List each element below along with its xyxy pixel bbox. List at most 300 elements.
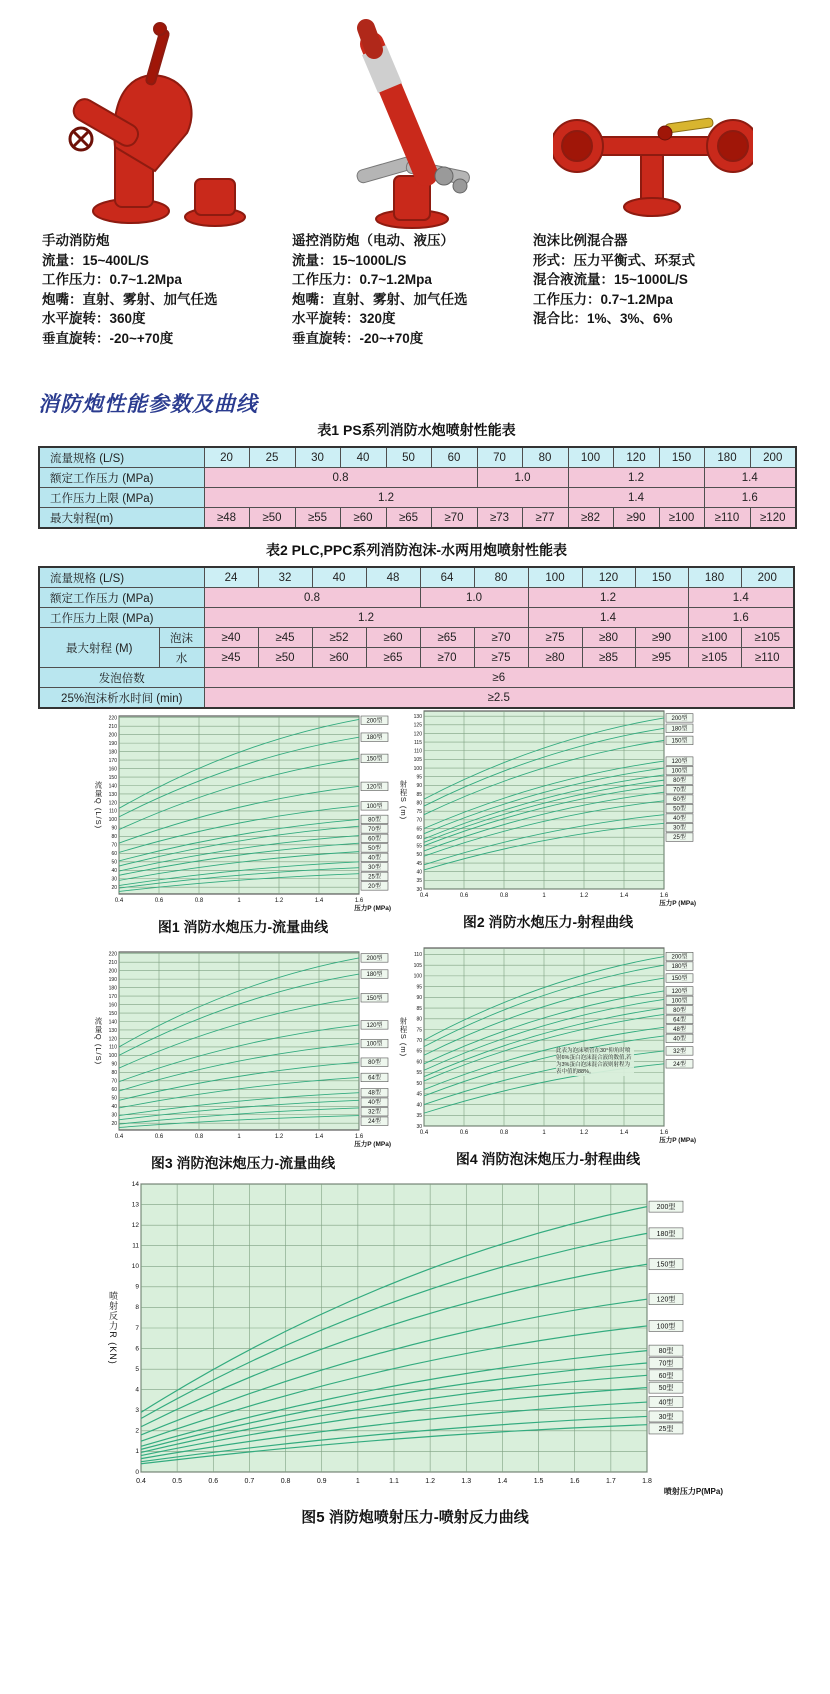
product-specs	[42, 251, 277, 349]
svg-text:190: 190	[108, 976, 117, 983]
chart-canvas	[93, 946, 393, 1148]
value-cell: 20	[204, 447, 249, 468]
product-name: 泡沫比例混合器	[533, 233, 628, 248]
svg-text:70: 70	[111, 842, 117, 849]
spec-line: 形式：压力平衡式、环泵式	[533, 252, 695, 268]
svg-text:1.2: 1.2	[579, 1130, 589, 1136]
value-cell: 1.0	[420, 588, 528, 608]
svg-text:40: 40	[416, 1102, 422, 1109]
value-cell: 1.4	[704, 468, 796, 488]
value-cell: 1.4	[568, 488, 704, 508]
svg-text:80型: 80型	[673, 1007, 686, 1014]
fig4-foam-range-chart	[398, 942, 698, 1169]
foam-proportioner-image	[553, 81, 753, 231]
svg-text:90: 90	[416, 995, 422, 1002]
svg-text:160: 160	[108, 1002, 117, 1009]
value-cell: ≥45	[258, 628, 312, 648]
spec-line: 工作压力：0.7~1.2Mpa	[292, 272, 432, 287]
svg-text:60型: 60型	[658, 1372, 674, 1380]
plc-ppc-foam-water-monitor-performance-table	[38, 566, 795, 709]
chart-caption: 图5 消防炮喷射压力-喷射反力曲线	[301, 1509, 529, 1526]
spec-line: 垂直旋转：-20~+70度	[42, 330, 174, 346]
value-cell: ≥6	[204, 668, 794, 688]
svg-text:7: 7	[135, 1324, 139, 1332]
row-label-cell: 工作压力上限 (MPa)	[39, 488, 204, 508]
svg-text:1.4: 1.4	[314, 898, 324, 904]
svg-text:65: 65	[416, 1048, 422, 1055]
value-cell: ≥77	[522, 508, 568, 529]
svg-text:50型: 50型	[368, 845, 381, 852]
svg-text:40型: 40型	[368, 855, 381, 862]
value-cell: 180	[688, 567, 741, 588]
svg-text:20型: 20型	[368, 883, 381, 890]
svg-text:70型: 70型	[658, 1360, 674, 1368]
svg-text:150型: 150型	[671, 738, 688, 745]
svg-text:64型: 64型	[368, 1075, 381, 1082]
value-cell: 1.6	[704, 488, 796, 508]
svg-text:190: 190	[108, 740, 117, 747]
value-cell: ≥45	[204, 648, 258, 668]
svg-text:24型: 24型	[368, 1119, 381, 1126]
svg-text:120型: 120型	[366, 1022, 383, 1029]
value-cell: ≥75	[528, 628, 582, 648]
svg-text:0.4: 0.4	[419, 893, 429, 899]
svg-text:1: 1	[237, 898, 241, 904]
value-cell: 1.4	[528, 608, 688, 628]
svg-text:25型: 25型	[368, 874, 381, 881]
svg-text:40型: 40型	[673, 816, 686, 823]
svg-text:0.7: 0.7	[244, 1478, 255, 1485]
value-cell: 1.4	[688, 588, 794, 608]
svg-text:1.2: 1.2	[274, 898, 284, 904]
section-title: 消防炮性能参数及曲线	[38, 393, 258, 416]
svg-text:1: 1	[355, 1478, 360, 1485]
product-specs	[292, 251, 527, 349]
row-label-cell: 水	[159, 648, 204, 668]
fig3-foam-flow-chart	[93, 946, 393, 1173]
value-cell: 60	[431, 447, 477, 468]
svg-text:0.6: 0.6	[459, 893, 469, 899]
svg-text:14: 14	[131, 1180, 139, 1188]
svg-text:35: 35	[416, 878, 422, 885]
svg-text:6: 6	[135, 1345, 139, 1353]
svg-text:100: 100	[413, 973, 422, 980]
svg-text:9: 9	[135, 1283, 139, 1291]
svg-text:1.6: 1.6	[569, 1478, 580, 1485]
svg-text:0.4: 0.4	[419, 1130, 429, 1136]
y-axis-label: 流量Q (L/S)	[94, 1016, 103, 1066]
manual-monitor-image	[65, 21, 255, 231]
value-cell: ≥70	[431, 508, 477, 529]
svg-text:115: 115	[414, 739, 422, 746]
svg-text:32型: 32型	[673, 1048, 686, 1055]
svg-text:1: 1	[135, 1448, 139, 1456]
value-cell: ≥75	[474, 648, 528, 668]
svg-text:1.6: 1.6	[659, 1130, 669, 1136]
svg-text:0.4: 0.4	[136, 1478, 146, 1485]
value-cell: ≥48	[204, 508, 249, 529]
svg-text:120型: 120型	[656, 1296, 676, 1304]
foam-proportioner-photo	[533, 16, 773, 231]
chart-caption: 图2 消防水炮压力-射程曲线	[462, 914, 634, 930]
svg-text:0.6: 0.6	[208, 1478, 219, 1485]
svg-text:80型: 80型	[658, 1348, 674, 1356]
svg-text:32型: 32型	[368, 1109, 381, 1116]
table-row	[39, 468, 796, 488]
svg-text:140: 140	[108, 783, 117, 790]
svg-text:100: 100	[413, 765, 422, 772]
value-cell: ≥100	[688, 628, 741, 648]
value-cell: ≥65	[420, 628, 474, 648]
row-label-cell: 发泡倍数	[39, 668, 204, 688]
value-cell: ≥73	[477, 508, 522, 529]
value-cell: ≥60	[366, 628, 420, 648]
product-manual-monitor	[42, 16, 277, 348]
table2-block	[38, 540, 795, 709]
svg-text:48型: 48型	[673, 1026, 686, 1033]
chart-canvas	[93, 710, 393, 912]
svg-text:180型: 180型	[656, 1230, 676, 1238]
svg-text:55: 55	[416, 1070, 422, 1077]
svg-text:5: 5	[135, 1365, 139, 1373]
svg-text:0.8: 0.8	[499, 1130, 509, 1136]
svg-text:30型: 30型	[368, 864, 381, 871]
value-cell: ≥105	[741, 628, 794, 648]
svg-text:120型: 120型	[366, 784, 383, 791]
svg-text:40型: 40型	[658, 1399, 674, 1407]
svg-text:40: 40	[111, 1104, 117, 1111]
svg-text:8: 8	[135, 1304, 139, 1312]
value-cell: ≥120	[750, 508, 796, 529]
value-cell: 100	[568, 447, 613, 468]
svg-text:4: 4	[135, 1386, 139, 1394]
svg-text:160: 160	[108, 766, 117, 773]
svg-text:30: 30	[111, 876, 117, 883]
svg-text:80: 80	[111, 1070, 117, 1077]
ps-water-monitor-performance-table	[38, 446, 797, 529]
chart-caption: 图3 消防泡沫炮压力-流量曲线	[150, 1155, 336, 1171]
table-title: 表1 PS系列消防水炮喷射性能表	[317, 422, 516, 438]
svg-text:180型: 180型	[366, 972, 383, 979]
svg-text:150: 150	[108, 1010, 117, 1017]
svg-text:200型: 200型	[366, 718, 383, 725]
value-cell: ≥110	[741, 648, 794, 668]
spec-line: 混合比：1%、3%、6%	[533, 311, 673, 326]
row-label-cell: 最大射程 (M)	[39, 628, 159, 668]
svg-text:210: 210	[108, 723, 117, 730]
svg-text:1.3: 1.3	[461, 1478, 472, 1485]
y-axis-label: 射程S (m)	[399, 779, 408, 821]
svg-text:100型: 100型	[671, 768, 688, 775]
svg-text:1: 1	[237, 1134, 241, 1140]
svg-text:0.8: 0.8	[280, 1478, 291, 1485]
svg-text:130: 130	[413, 713, 422, 720]
value-cell: 48	[366, 567, 420, 588]
svg-text:200型: 200型	[656, 1204, 676, 1212]
svg-text:40型: 40型	[673, 1036, 686, 1043]
y-axis-label: 射程S (m)	[399, 1016, 408, 1058]
svg-text:30: 30	[416, 1123, 422, 1130]
value-cell: ≥80	[528, 648, 582, 668]
svg-text:30: 30	[416, 886, 422, 893]
svg-text:150: 150	[108, 774, 117, 781]
svg-text:80: 80	[111, 834, 117, 841]
svg-text:100型: 100型	[366, 1041, 383, 1048]
svg-text:150型: 150型	[656, 1261, 676, 1269]
svg-text:200型: 200型	[671, 954, 688, 961]
value-cell: 120	[613, 447, 659, 468]
svg-text:80: 80	[416, 1016, 422, 1023]
svg-text:60: 60	[416, 1059, 422, 1066]
row-label-cell: 泡沫	[159, 628, 204, 648]
svg-text:20: 20	[111, 1121, 117, 1128]
svg-text:180型: 180型	[671, 726, 688, 733]
value-cell: 200	[741, 567, 794, 588]
value-cell: 180	[704, 447, 750, 468]
value-cell: 100	[528, 567, 582, 588]
fig5-reaction-force-chart	[105, 1176, 725, 1527]
value-cell: 1.2	[204, 488, 568, 508]
svg-text:60: 60	[111, 851, 117, 858]
svg-text:40型: 40型	[368, 1100, 381, 1107]
spec-line: 混合液流量：15~1000L/S	[533, 272, 688, 287]
svg-text:110: 110	[414, 952, 422, 959]
svg-text:0.8: 0.8	[194, 898, 204, 904]
svg-text:120: 120	[108, 1036, 117, 1043]
svg-text:100型: 100型	[671, 998, 688, 1005]
svg-text:120: 120	[413, 731, 422, 738]
chart-canvas	[398, 942, 698, 1144]
svg-text:3: 3	[135, 1407, 139, 1415]
svg-text:48型: 48型	[368, 1090, 381, 1097]
value-cell: ≥100	[659, 508, 704, 529]
value-cell: ≥85	[582, 648, 635, 668]
svg-text:90: 90	[416, 783, 422, 790]
svg-text:2: 2	[135, 1427, 139, 1435]
value-cell: 50	[386, 447, 431, 468]
svg-text:150型: 150型	[366, 756, 383, 763]
svg-text:200型: 200型	[671, 715, 688, 722]
svg-text:170: 170	[108, 993, 117, 1000]
fig1-water-flow-chart	[93, 710, 393, 937]
svg-text:1: 1	[542, 893, 546, 899]
value-cell: ≥70	[474, 628, 528, 648]
spec-line: 流量：15~400L/S	[42, 252, 149, 268]
value-cell: 1.2	[568, 468, 704, 488]
chart-caption: 图1 消防水炮压力-流量曲线	[157, 919, 329, 935]
svg-text:0.5: 0.5	[172, 1478, 183, 1485]
value-cell: 64	[420, 567, 474, 588]
svg-text:90: 90	[111, 825, 117, 832]
table-title: 表2 PLC,PPC系列消防泡沫-水两用炮喷射性能表	[265, 542, 567, 558]
value-cell: 80	[522, 447, 568, 468]
svg-text:45: 45	[416, 1091, 422, 1098]
svg-text:140: 140	[108, 1019, 117, 1026]
svg-text:100型: 100型	[366, 803, 383, 810]
svg-text:220: 220	[108, 951, 117, 958]
value-cell: 40	[340, 447, 386, 468]
svg-text:50型: 50型	[658, 1385, 674, 1393]
svg-text:170: 170	[108, 757, 117, 764]
svg-text:95: 95	[416, 984, 422, 991]
value-cell: 40	[312, 567, 366, 588]
svg-text:12: 12	[131, 1221, 139, 1229]
remote-monitor-image	[310, 16, 510, 231]
svg-text:60: 60	[416, 834, 422, 841]
svg-text:35: 35	[416, 1113, 422, 1120]
value-cell: ≥80	[582, 628, 635, 648]
svg-text:55: 55	[416, 843, 422, 850]
svg-text:60: 60	[111, 1087, 117, 1094]
svg-text:1.2: 1.2	[579, 893, 589, 899]
svg-text:1.4: 1.4	[497, 1478, 508, 1485]
row-label-cell: 额定工作压力 (MPa)	[39, 468, 204, 488]
svg-text:1.2: 1.2	[425, 1478, 436, 1485]
svg-text:60型: 60型	[673, 797, 686, 804]
svg-text:80型: 80型	[368, 817, 381, 824]
value-cell: ≥2.5	[204, 688, 794, 709]
svg-text:0.4: 0.4	[114, 898, 124, 904]
value-cell: 32	[258, 567, 312, 588]
spec-line: 工作压力：0.7~1.2Mpa	[533, 291, 673, 307]
svg-text:1.1: 1.1	[389, 1478, 399, 1485]
svg-text:130: 130	[108, 1027, 117, 1034]
svg-text:1.4: 1.4	[619, 1130, 629, 1136]
svg-text:25型: 25型	[673, 835, 686, 842]
value-cell: 80	[474, 567, 528, 588]
svg-text:100型: 100型	[656, 1323, 676, 1331]
svg-text:220: 220	[108, 715, 117, 722]
svg-text:45: 45	[416, 860, 422, 867]
svg-text:25型: 25型	[658, 1425, 674, 1433]
svg-text:180型: 180型	[366, 735, 383, 742]
svg-text:0.8: 0.8	[194, 1134, 204, 1140]
svg-text:0.8: 0.8	[499, 893, 509, 899]
product-name: 手动消防炮	[42, 233, 110, 248]
row-label-cell: 流量规格 (L/S)	[39, 447, 204, 468]
svg-text:100: 100	[108, 1053, 117, 1060]
svg-text:200型: 200型	[366, 955, 383, 962]
svg-text:80型: 80型	[673, 778, 686, 785]
product-name: 遥控消防炮（电动、液压）	[292, 233, 454, 248]
svg-text:150型: 150型	[366, 995, 383, 1002]
product-specs	[533, 251, 773, 329]
value-cell: ≥70	[420, 648, 474, 668]
svg-text:1.6: 1.6	[354, 898, 364, 904]
value-cell: ≥60	[340, 508, 386, 529]
svg-text:120型: 120型	[671, 759, 688, 766]
svg-text:70型: 70型	[368, 826, 381, 833]
row-label-cell: 额定工作压力 (MPa)	[39, 588, 204, 608]
table-row	[39, 508, 796, 529]
svg-text:1.2: 1.2	[274, 1134, 284, 1140]
product-remote-monitor	[292, 16, 527, 348]
svg-text:130: 130	[108, 791, 117, 798]
svg-text:0.6: 0.6	[154, 898, 164, 904]
value-cell: ≥95	[635, 648, 688, 668]
svg-text:30: 30	[111, 1112, 117, 1119]
svg-text:1.5: 1.5	[533, 1478, 544, 1485]
table1-block	[38, 420, 795, 529]
svg-text:110: 110	[414, 748, 422, 755]
svg-text:105: 105	[413, 962, 422, 969]
svg-text:180: 180	[108, 749, 117, 756]
table-row	[39, 668, 794, 688]
value-cell: ≥60	[312, 648, 366, 668]
product-foam-proportioner	[533, 16, 773, 329]
spec-line: 水平旋转：320度	[292, 311, 396, 326]
svg-text:50型: 50型	[673, 806, 686, 813]
value-cell: 0.8	[204, 588, 420, 608]
svg-text:110: 110	[109, 1044, 117, 1051]
value-cell: ≥65	[366, 648, 420, 668]
svg-text:70: 70	[416, 817, 422, 824]
svg-text:50: 50	[111, 1095, 117, 1102]
row-label-cell: 最大射程(m)	[39, 508, 204, 529]
svg-text:60型: 60型	[368, 836, 381, 843]
y-axis-label: 流量Q (L/S)	[94, 780, 103, 830]
value-cell: ≥90	[635, 628, 688, 648]
svg-text:75: 75	[416, 809, 422, 816]
value-cell: 120	[582, 567, 635, 588]
table-row	[39, 567, 794, 588]
svg-text:50: 50	[416, 1080, 422, 1087]
svg-text:200: 200	[108, 732, 117, 739]
value-cell: 150	[659, 447, 704, 468]
spec-line: 炮嘴：直射、雾射、加气任选	[292, 291, 468, 307]
table-row	[39, 447, 796, 468]
value-cell: ≥90	[613, 508, 659, 529]
svg-text:75: 75	[416, 1027, 422, 1034]
spec-line: 垂直旋转：-20~+70度	[292, 330, 424, 346]
svg-text:180: 180	[108, 985, 117, 992]
svg-text:180型: 180型	[671, 964, 688, 971]
svg-text:120: 120	[108, 800, 117, 807]
svg-text:95: 95	[416, 774, 422, 781]
svg-text:1.8: 1.8	[642, 1478, 652, 1485]
table-row	[39, 588, 794, 608]
svg-text:喷射压力P(MPa): 喷射压力P(MPa)	[663, 1487, 723, 1496]
value-cell: 70	[477, 447, 522, 468]
chart-note: 此表为泡沫喷管在30°仰角时喷射6%蛋白泡沫混合液的数值,若为3%蛋白泡沫混合液则射程为表中值的88%。	[556, 1048, 634, 1077]
spec-line: 水平旋转：360度	[42, 311, 146, 326]
row-label-cell: 25%泡沫析水时间 (min)	[39, 688, 204, 709]
svg-text:85: 85	[416, 1005, 422, 1012]
svg-text:30型: 30型	[673, 825, 686, 832]
fig2-water-range-chart	[398, 705, 698, 932]
svg-text:20: 20	[111, 885, 117, 892]
svg-text:40: 40	[416, 869, 422, 876]
value-cell: 25	[249, 447, 295, 468]
value-cell: 24	[204, 567, 258, 588]
svg-text:压力P (MPa): 压力P (MPa)	[354, 905, 391, 912]
value-cell: ≥52	[312, 628, 366, 648]
value-cell: ≥110	[704, 508, 750, 529]
value-cell: ≥82	[568, 508, 613, 529]
svg-text:70型: 70型	[673, 787, 686, 794]
svg-text:200: 200	[108, 968, 117, 975]
value-cell: ≥40	[204, 628, 258, 648]
svg-text:0.9: 0.9	[316, 1478, 327, 1485]
manual-monitor-photo	[42, 16, 277, 231]
svg-text:80: 80	[416, 800, 422, 807]
spec-line: 流量：15~1000L/S	[292, 252, 407, 268]
chart-canvas	[398, 705, 698, 907]
svg-text:0: 0	[135, 1468, 139, 1476]
value-cell: 200	[750, 447, 796, 468]
value-cell: 150	[635, 567, 688, 588]
svg-text:70: 70	[416, 1038, 422, 1045]
